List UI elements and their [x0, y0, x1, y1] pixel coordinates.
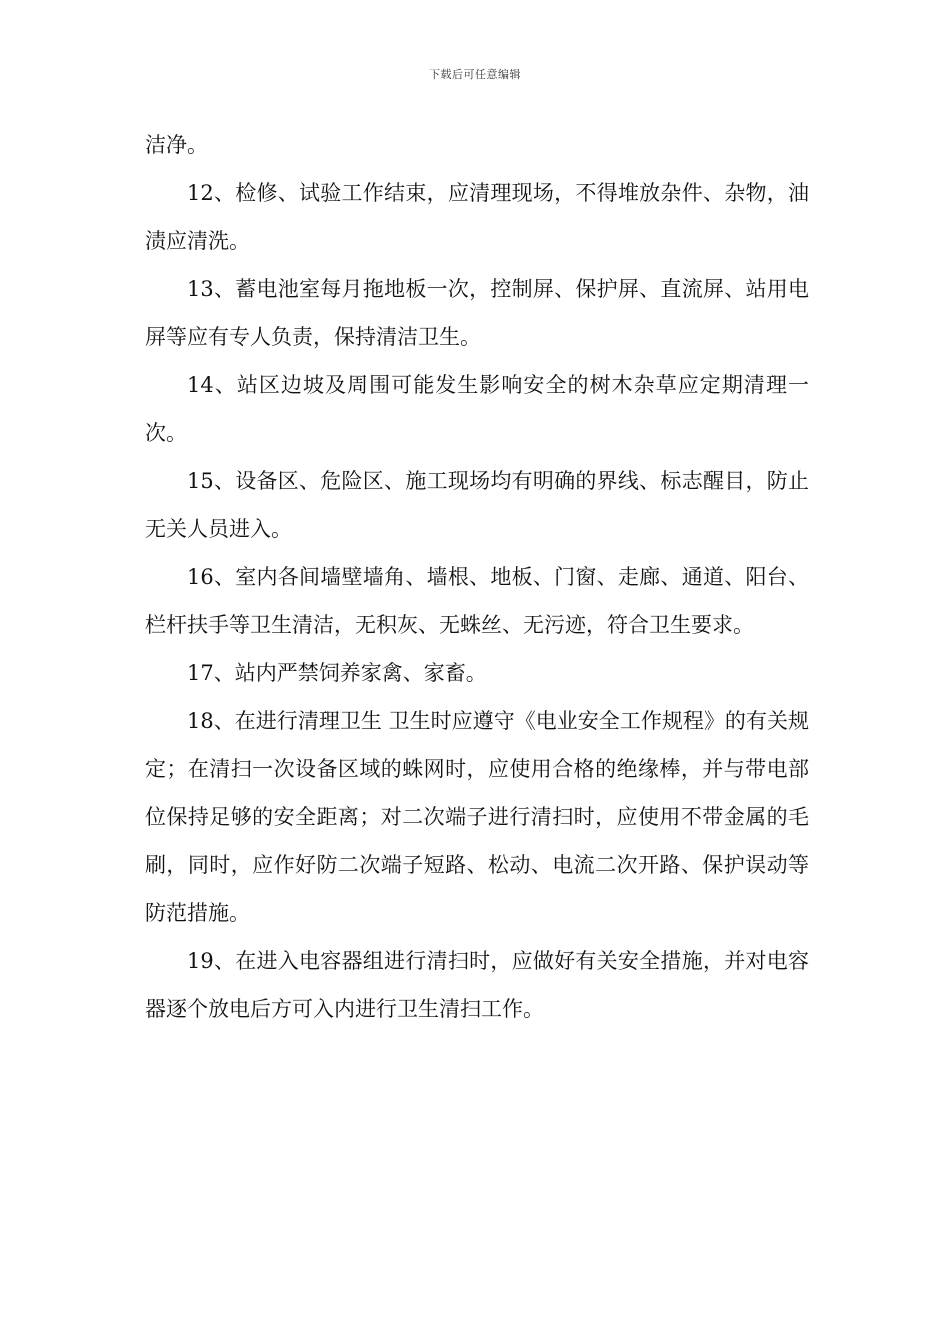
paragraph-item-18: 18、在进行清理卫生 卫生时应遵守《电业安全工作规程》的有关规定；在清扫一次设备区域的蛛网时，应使用合格的绝缘棒，并与带电部位保持足够的安全距离；对二次端子进行清扫时，应使用不带金属的毛刷，同时，应作好防二次端子短路、松动、电流二次开路、保护误动等防范措施。	[145, 709, 809, 925]
paragraph-item-17: 17、站内严禁饲养家禽、家畜。	[187, 661, 487, 685]
paragraph-item-19: 19、在进入电容器组进行清扫时，应做好有关安全措施，并对电容器逐个放电后方可入内进行卫生清扫工作。	[145, 949, 809, 1021]
paragraph-item-15: 15、设备区、危险区、施工现场均有明确的界线、标志醒目，防止无关人员进入。	[145, 469, 809, 541]
document-body	[145, 121, 809, 1033]
paragraph-item-16: 16、室内各间墙壁墙角、墙根、地板、门窗、走廊、通道、阳台、栏杆扶手等卫生清洁，无积灰、无蛛丝、无污迹，符合卫生要求。	[145, 565, 809, 637]
paragraph-continuation: 洁净。	[145, 133, 208, 157]
page-header: 下载后可任意编辑	[429, 68, 521, 81]
paragraph-item-12: 12、检修、试验工作结束，应清理现场，不得堆放杂件、杂物，油渍应清洗。	[145, 181, 809, 253]
paragraph-item-14: 14、站区边坡及周围可能发生影响安全的树木杂草应定期清理一次。	[145, 373, 809, 445]
paragraph-item-13: 13、蓄电池室每月拖地板一次，控制屏、保护屏、直流屏、站用电屏等应有专人负责，保持清洁卫生。	[145, 277, 809, 349]
